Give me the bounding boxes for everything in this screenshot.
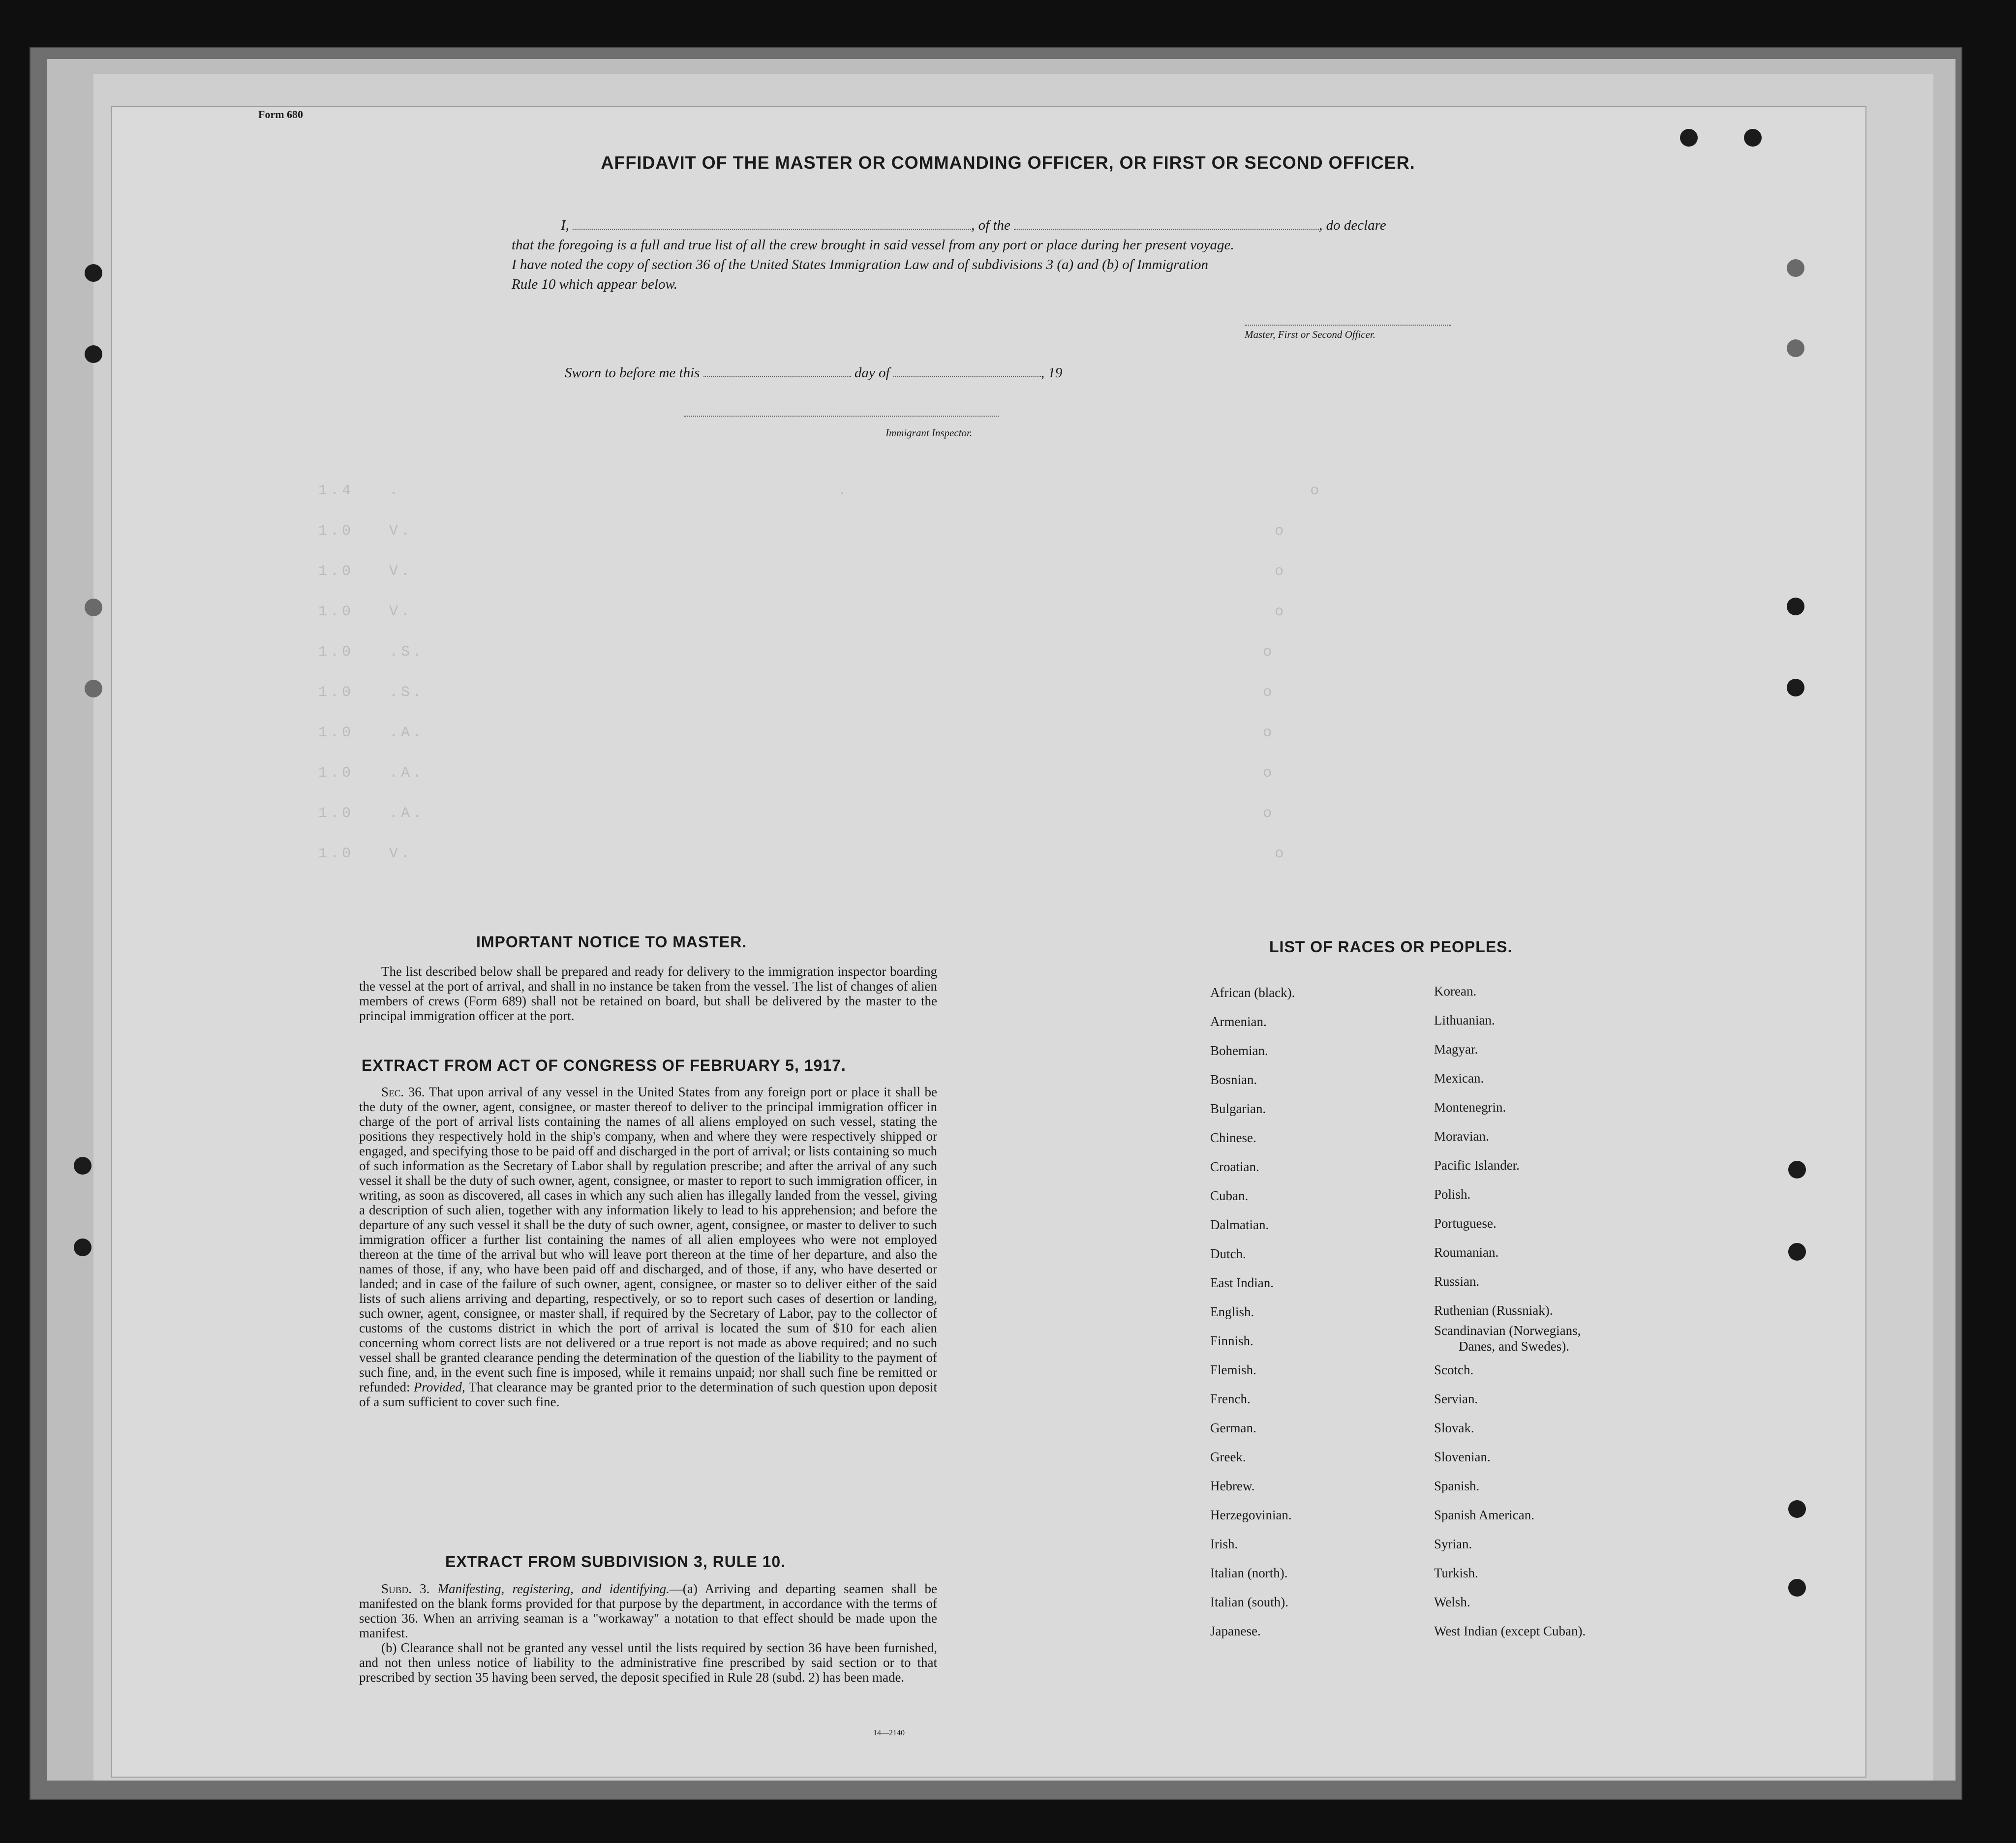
bleed-through-columns: 1.4 . . o 1.0 V. o 1.0 V. o 1.0 V. o 1.0 .S. o 1.0 .S. o 1.0 .A. o 1.0 .A. o 1.0 .A. o 1.0 V. o bbox=[318, 483, 1322, 862]
races-title: LIST OF RACES OR PEOPLES. bbox=[1269, 938, 1513, 956]
sworn-line bbox=[565, 365, 1062, 381]
binder-hole-icon bbox=[1788, 1500, 1806, 1518]
race-right-item: Welsh. bbox=[1434, 1595, 1470, 1609]
print-code: 14—2140 bbox=[873, 1729, 905, 1737]
race-left-item: Croatian. bbox=[1210, 1159, 1259, 1174]
race-right-item: Spanish American. bbox=[1434, 1508, 1534, 1522]
race-left-item: Cuban. bbox=[1210, 1188, 1249, 1203]
race-right-item: Roumanian. bbox=[1434, 1245, 1499, 1260]
sworn-month-field[interactable] bbox=[893, 376, 1041, 377]
affidavit-title: AFFIDAVIT OF THE MASTER OR COMMANDING OFFICER, OR FIRST OR SECOND OFFICER. bbox=[601, 152, 1415, 173]
binder-hole-icon bbox=[85, 599, 102, 616]
race-right-item: Turkish. bbox=[1434, 1566, 1478, 1580]
binder-hole-icon bbox=[74, 1157, 92, 1175]
binder-hole-icon bbox=[85, 345, 102, 363]
rule-para-b: (b) Clearance shall not be granted any vessel until the lists required by section 36 have been furnished, and not then unless notice of liability to the administrative fine prescribed by said section or to that prescribed by section 35 having been served, the deposit specified in Rule 28 (subd. 2) has been made. bbox=[359, 1640, 937, 1685]
race-right-item: Slovak. bbox=[1434, 1420, 1474, 1435]
race-left-item: East Indian. bbox=[1210, 1275, 1274, 1290]
act-provided-text: That clearance may be granted prior to the determination of such question upon deposit of a sum sufficient to cover such fine. bbox=[359, 1380, 938, 1409]
affidavit-line-2: that the foregoing is a full and true list of all the crew brought in said vessel from any port or place during her present voyage. bbox=[512, 237, 1234, 253]
binder-hole-icon bbox=[1788, 1161, 1806, 1178]
sworn-label: Sworn to before me this bbox=[565, 365, 700, 381]
race-right-item: Lithuanian. bbox=[1434, 1013, 1495, 1027]
rule-title: EXTRACT FROM SUBDIVISION 3, RULE 10. bbox=[445, 1553, 786, 1571]
notice-body bbox=[359, 964, 937, 1023]
race-left-item: Italian (north). bbox=[1210, 1566, 1288, 1580]
affidavit-line-3: I have noted the copy of section 36 of the United States Immigration Law and of subdivisions 3 (a) and (b) of Immigration bbox=[512, 257, 1209, 272]
race-right-item: Korean. bbox=[1434, 984, 1477, 998]
rule-subd-heading: Manifesting, registering, and identifying. bbox=[437, 1581, 670, 1596]
day-of-label: day of bbox=[854, 365, 890, 381]
race-left-item: English. bbox=[1210, 1304, 1254, 1319]
affidavit-page bbox=[111, 106, 1866, 1778]
race-right-item: Scandinavian (Norwegians, bbox=[1434, 1323, 1581, 1338]
form-number: Form 680 bbox=[258, 108, 304, 121]
binder-hole-icon bbox=[1787, 339, 1804, 357]
race-right-item: Russian. bbox=[1434, 1274, 1480, 1289]
race-left-item: Dalmatian. bbox=[1210, 1217, 1269, 1232]
race-left-item: French. bbox=[1210, 1391, 1251, 1406]
signature-caption: Master, First or Second Officer. bbox=[1245, 329, 1375, 340]
race-left-item: Bosnian. bbox=[1210, 1072, 1257, 1087]
binder-hole-icon bbox=[85, 680, 102, 697]
race-left-item: Armenian. bbox=[1210, 1014, 1267, 1029]
affidavit-i-label: I, bbox=[561, 217, 569, 233]
binder-hole-icon bbox=[1744, 129, 1762, 147]
act-text: That upon arrival of any vessel in the United States from any foreign port or place it shall be the duty of the owner, agent, consignee, or master thereof to deliver to the principal immigration officer in charge of the port of arrival lists containing the names of all aliens employed on such vessel, stating the positions they respectively hold in the ship's company, when and where they were respectively shipped or engaged, and specifying those to be paid off and discharged in the port of arrival; or lists containing so much of such information as the Secretary of Labor shall by regulation prescribe; and after the arrival of any such vessel it shall be the duty of such owner, agent, consignee, or master to report to such immigration officer, in writing, as soon as discovered, all cases in which any such alien has illegally landed from the vessel, giving a description of such alien, together with any information likely to lead to his apprehension; and before the departure of any such vessel it shall be the duty of such owner, agent, consignee, or master to deliver to such immigration officer a further list containing the names of all alien employees who were not employed thereon at the time of the arrival but who will leave port thereon at the time of her departure, and also the names of those, if any, who have been paid off and discharged, and of those, if any, who have deserted or landed; and in case of the failure of such owner, agent, consignee, or master so to deliver either of the said lists of such aliens arriving and departing, respectively, or so to report such cases of desertion or landing, such owner, agent, consignee, or master shall, if required by the Secretary of Labor, pay to the collector of customs of the customs district in which the port of arrival is located the sum of $10 for each alien concerning whom correct lists are not delivered or a true report is not made as above required; and no such vessel shall be granted clearance pending the determination of the question of the liability to the payment of such fine, and, in the event such fine is imposed, while it remains unpaid; nor shall such fine be remitted or refunded: bbox=[359, 1085, 937, 1394]
race-right-item: Magyar. bbox=[1434, 1042, 1478, 1057]
vessel-name-field[interactable] bbox=[1014, 229, 1319, 230]
sworn-day-field[interactable] bbox=[703, 376, 851, 377]
race-right-item: Moravian. bbox=[1434, 1129, 1489, 1144]
race-left-item: Italian (south). bbox=[1210, 1595, 1288, 1609]
race-right-item: Portuguese. bbox=[1434, 1216, 1497, 1231]
signature-line[interactable] bbox=[1245, 325, 1451, 326]
binder-hole-icon bbox=[1787, 598, 1804, 615]
race-left-item: Herzegovinian. bbox=[1210, 1508, 1292, 1522]
binder-hole-icon bbox=[1788, 1243, 1806, 1261]
race-right-item: Syrian. bbox=[1434, 1537, 1472, 1551]
race-right-item: Slovenian. bbox=[1434, 1450, 1491, 1464]
race-right-item: Spanish. bbox=[1434, 1479, 1480, 1493]
race-right-item: Pacific Islander. bbox=[1434, 1158, 1520, 1173]
notice-title: IMPORTANT NOTICE TO MASTER. bbox=[476, 933, 747, 951]
binder-hole-icon bbox=[1680, 129, 1698, 147]
act-body bbox=[359, 1085, 937, 1409]
race-left-item: Bulgarian. bbox=[1210, 1101, 1266, 1116]
race-left-item: Japanese. bbox=[1210, 1624, 1261, 1638]
race-right-item: Polish. bbox=[1434, 1187, 1471, 1202]
race-right-item: Montenegrin. bbox=[1434, 1100, 1506, 1115]
binder-hole-icon bbox=[74, 1239, 92, 1256]
rule-para-a: —(a) Arriving and departing seamen shall be manifested on the blank forms provided for that purpose by the department, in accordance with the terms of section 36. When an arriving seaman is a "workaway" a notation to that effect should be made upon the manifest. bbox=[359, 1581, 937, 1640]
inspector-signature-line[interactable] bbox=[684, 416, 999, 417]
race-left-item: Irish. bbox=[1210, 1537, 1238, 1551]
race-right-item: Mexican. bbox=[1434, 1071, 1484, 1086]
race-right-item: Ruthenian (Russniak). bbox=[1434, 1303, 1553, 1318]
race-left-item: Bohemian. bbox=[1210, 1043, 1268, 1058]
race-left-item: Flemish. bbox=[1210, 1362, 1256, 1377]
notice-text: The list described below shall be prepared and ready for delivery to the immigration inspector boarding the vessel at the port of arrival, and shall in no instance be taken from the vessel. The list of changes of alien members of crews (Form 689) shall not be retained on board, but shall be delivered by the master to the principal immigration officer at the port. bbox=[359, 964, 937, 1023]
officer-name-field[interactable] bbox=[573, 229, 971, 230]
affidavit-line-4: Rule 10 which appear below. bbox=[512, 276, 677, 292]
race-left-item: Hebrew. bbox=[1210, 1479, 1255, 1493]
affidavit-line-1 bbox=[561, 217, 1386, 234]
inspector-caption: Immigrant Inspector. bbox=[886, 427, 973, 439]
race-left-item: Chinese. bbox=[1210, 1130, 1256, 1145]
affidavit-do-declare: , do declare bbox=[1319, 217, 1386, 233]
rule-body bbox=[359, 1581, 937, 1685]
race-right-item: Danes, and Swedes). bbox=[1459, 1339, 1569, 1354]
act-title: EXTRACT FROM ACT OF CONGRESS OF FEBRUARY 5, 1917. bbox=[362, 1057, 846, 1074]
race-right-item: Servian. bbox=[1434, 1391, 1478, 1406]
race-left-item: African (black). bbox=[1210, 985, 1295, 1000]
binder-hole-icon bbox=[1787, 259, 1804, 277]
rule-subd-label: Subd. 3. bbox=[381, 1581, 430, 1596]
binder-hole-icon bbox=[85, 264, 102, 282]
race-left-item: Dutch. bbox=[1210, 1246, 1246, 1261]
act-section-label: Sec. 36. bbox=[381, 1085, 425, 1099]
binder-hole-icon bbox=[1787, 679, 1804, 696]
affidavit-of-the: , of the bbox=[971, 217, 1010, 233]
race-left-item: German. bbox=[1210, 1420, 1256, 1435]
race-left-item: Greek. bbox=[1210, 1450, 1246, 1464]
race-left-item: Finnish. bbox=[1210, 1333, 1253, 1348]
binder-hole-icon bbox=[1788, 1579, 1806, 1597]
race-right-item: Scotch. bbox=[1434, 1362, 1474, 1377]
act-provided-label: Provided, bbox=[413, 1380, 465, 1394]
race-right-item: West Indian (except Cuban). bbox=[1434, 1624, 1586, 1638]
year-prefix: , 19 bbox=[1040, 365, 1063, 381]
